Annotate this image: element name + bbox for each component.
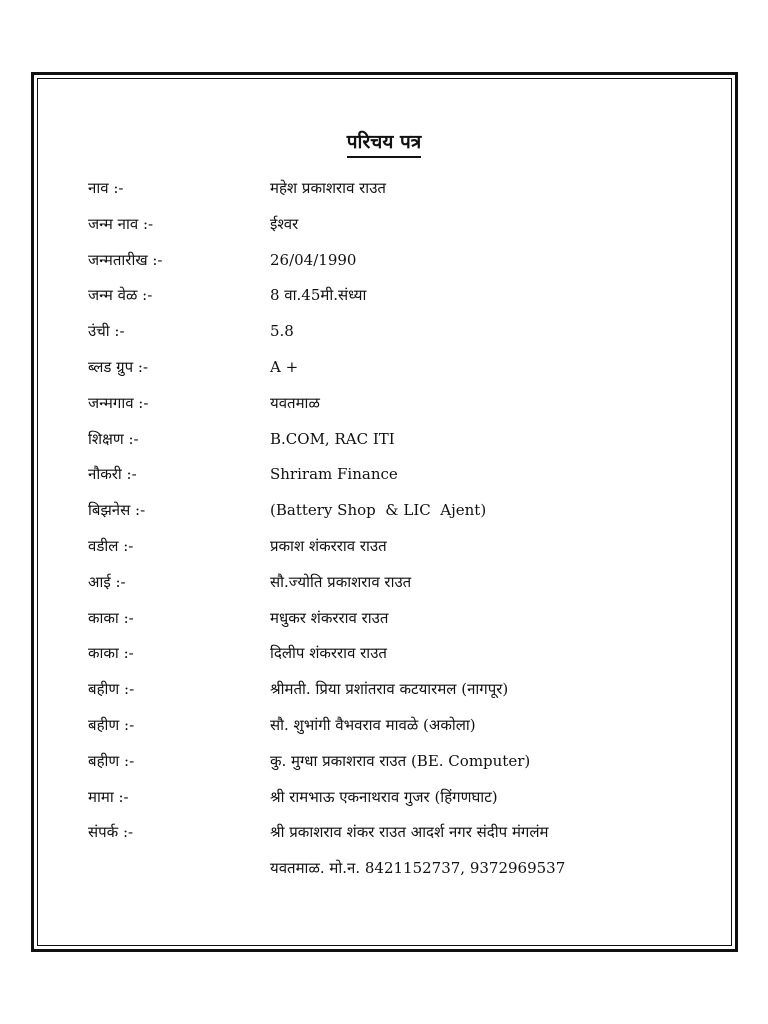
field-value: श्रीमती. प्रिया प्रशांतराव कटयारमल (नागपूर) [270,680,509,699]
field-label: बिझनेस :- [88,501,146,520]
field-value: B.COM, RAC ITI [270,429,395,448]
field-value: यवतमाळ. मो.न. 8421152737, 9372969537 [270,859,566,878]
field-label: उंची :- [88,322,125,341]
field-value: मधुकर शंकरराव राउत [270,608,389,627]
page-title [0,128,768,158]
field-label: आई :- [88,572,126,591]
field-label: काका :- [88,644,134,663]
field-value: 26/04/1990 [270,250,357,269]
field-row-sister-2 [0,713,768,749]
field-row-blood-group [0,355,768,391]
field-row-birth-date [0,248,768,284]
field-row-birth-place [0,391,768,427]
field-row-business [0,498,768,534]
field-row-uncle-1 [0,606,768,642]
field-label: नौकरी :- [88,465,137,484]
field-label: जन्मगाव :- [88,393,149,412]
field-value: ईश्वर [270,214,299,233]
field-row-contact-continued [0,856,768,892]
field-label: संपर्क :- [88,823,134,842]
field-label: नाव :- [88,179,124,197]
page-title-text: परिचय पत्र [347,128,421,158]
field-list [0,176,768,892]
field-label: बहीण :- [88,715,135,734]
field-row-birth-time [0,283,768,319]
field-label: मामा :- [88,787,129,806]
field-label: शिक्षण :- [88,429,139,448]
field-row-name [0,176,768,212]
field-value: श्री रामभाऊ एकनाथराव गुजर (हिंगणघाट) [270,787,498,806]
field-row-sister-3 [0,749,768,785]
field-row-sister-1 [0,677,768,713]
field-row-maternal-uncle [0,785,768,821]
field-row-uncle-2 [0,641,768,677]
field-label: बहीण :- [88,751,135,770]
field-label: जन्मतारीख :- [88,250,163,269]
field-row-birth-name [0,212,768,248]
field-value: (Battery Shop & LIC Ajent) [270,501,487,520]
field-row-mother [0,570,768,606]
field-row-height [0,319,768,355]
field-value: कु. मुग्धा प्रकाशराव राउत (BE. Computer) [270,751,531,770]
field-value: सौ.ज्योति प्रकाशराव राउत [270,572,412,591]
field-value: 5.8 [270,322,294,341]
field-value: A + [270,357,299,376]
field-label: जन्म वेळ :- [88,286,153,305]
field-label: बहीण :- [88,680,135,699]
field-row-job [0,462,768,498]
field-value: Shriram Finance [270,465,398,484]
field-row-father [0,534,768,570]
field-value: दिलीप शंकरराव राउत [270,644,387,663]
field-row-contact [0,820,768,856]
field-label: वडील :- [88,536,134,555]
field-row-education [0,427,768,463]
field-label: ब्लड ग्रुप :- [88,357,149,376]
field-value: यवतमाळ [270,393,320,412]
field-value: श्री प्रकाशराव शंकर राउत आदर्श नगर संदीप मंगलंम [270,823,549,842]
field-value: 8 वा.45मी.संध्या [270,286,367,305]
field-value: प्रकाश शंकरराव राउत [270,536,387,555]
field-label: जन्म नाव :- [88,214,154,233]
field-label: काका :- [88,608,134,627]
field-value: महेश प्रकाशराव राउत [270,179,386,197]
field-value: सौ. शुभांगी वैभवराव मावळे (अकोला) [270,715,476,734]
